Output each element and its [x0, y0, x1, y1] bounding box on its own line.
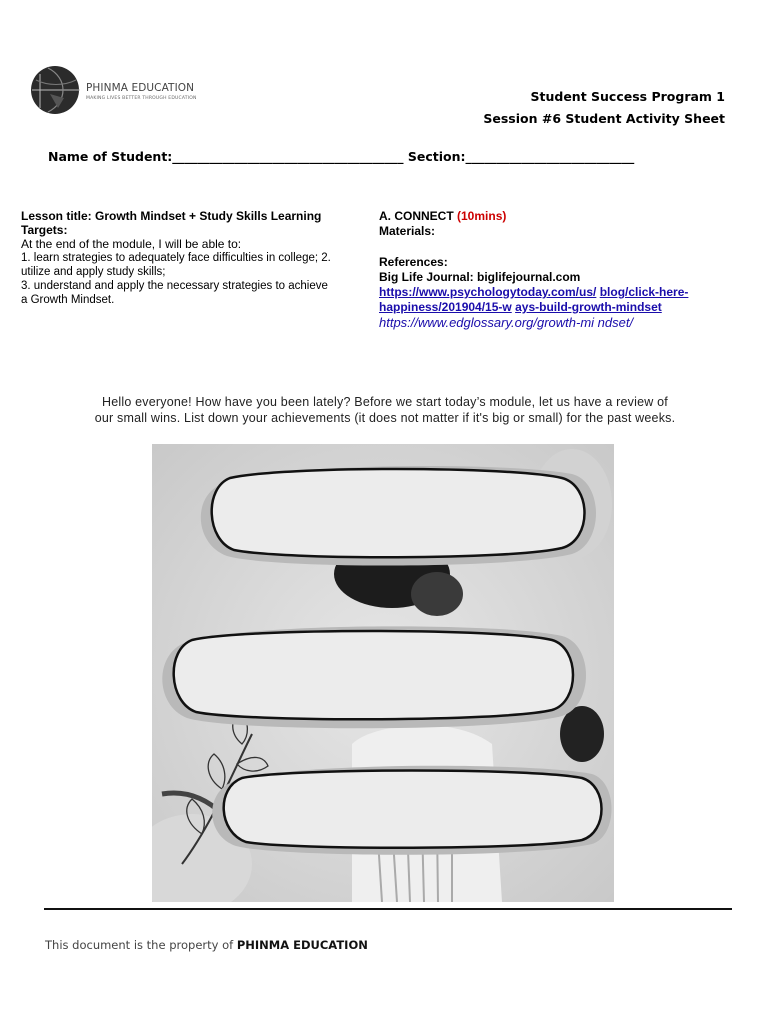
- target-line: 3. understand and apply the necessary strategies to achieve: [21, 280, 328, 292]
- footer-owner: PHINMA EDUCATION: [236, 938, 368, 952]
- lesson-info: [21, 209, 373, 307]
- reference-link-row: [379, 300, 759, 315]
- reference-link[interactable]: https://www.psychologytoday.com/us/: [379, 285, 597, 299]
- reference-link-edglossary[interactable]: https://www.edglossary.org/growth-mi ndset/: [379, 315, 634, 330]
- connect-time: (10mins): [457, 209, 507, 223]
- target-line: utilize and apply study skills;: [21, 266, 166, 278]
- connect-section: [379, 209, 759, 330]
- small-wins-illustration: [152, 444, 614, 902]
- reference-link[interactable]: blog/click-here-: [599, 285, 689, 299]
- connect-heading: [379, 209, 759, 224]
- references-label: References:: [379, 255, 448, 269]
- reference-link[interactable]: happiness/201904/15-w: [379, 300, 512, 314]
- activity-instructions: [40, 394, 730, 426]
- reference-big-life-journal: Big Life Journal: biglifejournal.com: [379, 270, 581, 284]
- target-line: a Growth Mindset.: [21, 294, 115, 306]
- answer-bubble-3[interactable]: [212, 766, 611, 855]
- instructions-line: our small wins. List down your achievements (it does not matter if it's big or small) for the past weeks.: [94, 411, 676, 425]
- small-wins-activity-image: [152, 444, 614, 902]
- logo-brand-text: PHINMA EDUCATION: [86, 82, 195, 94]
- instructions-line: Hello everyone! How have you been lately? Before we start today’s module, let us have a review of: [101, 395, 668, 409]
- reference-link[interactable]: ays-build-growth-mindset: [515, 300, 662, 314]
- lesson-title: Lesson title: Growth Mindset + Study Skills Learning: [21, 209, 322, 223]
- target-line: 1. learn strategies to adequately face difficulties in college; 2.: [21, 252, 331, 264]
- materials-label: Materials:: [379, 224, 436, 238]
- program-title: Student Success Program 1: [530, 89, 725, 104]
- footer-text: This document is the property of: [45, 938, 237, 952]
- reference-link-row: [379, 285, 759, 300]
- answer-bubble-1[interactable]: [201, 466, 596, 566]
- phinma-logo: [28, 64, 208, 116]
- session-title: Session #6 Student Activity Sheet: [483, 111, 725, 126]
- connect-label: A. CONNECT: [379, 209, 454, 223]
- answer-bubble-2[interactable]: [162, 626, 586, 728]
- footer-note: [45, 938, 368, 952]
- targets-label: Targets:: [21, 223, 68, 237]
- footer-divider: [44, 908, 732, 910]
- targets-intro: At the end of the module, I will be able to:: [21, 237, 242, 251]
- header-title-block: [483, 86, 725, 130]
- logo-tagline: MAKING LIVES BETTER THROUGH EDUCATION: [86, 96, 197, 101]
- student-name-section-line[interactable]: Name of Student:_____________________________________ Section:___________________________: [48, 149, 635, 164]
- phinma-globe-icon: [28, 64, 84, 116]
